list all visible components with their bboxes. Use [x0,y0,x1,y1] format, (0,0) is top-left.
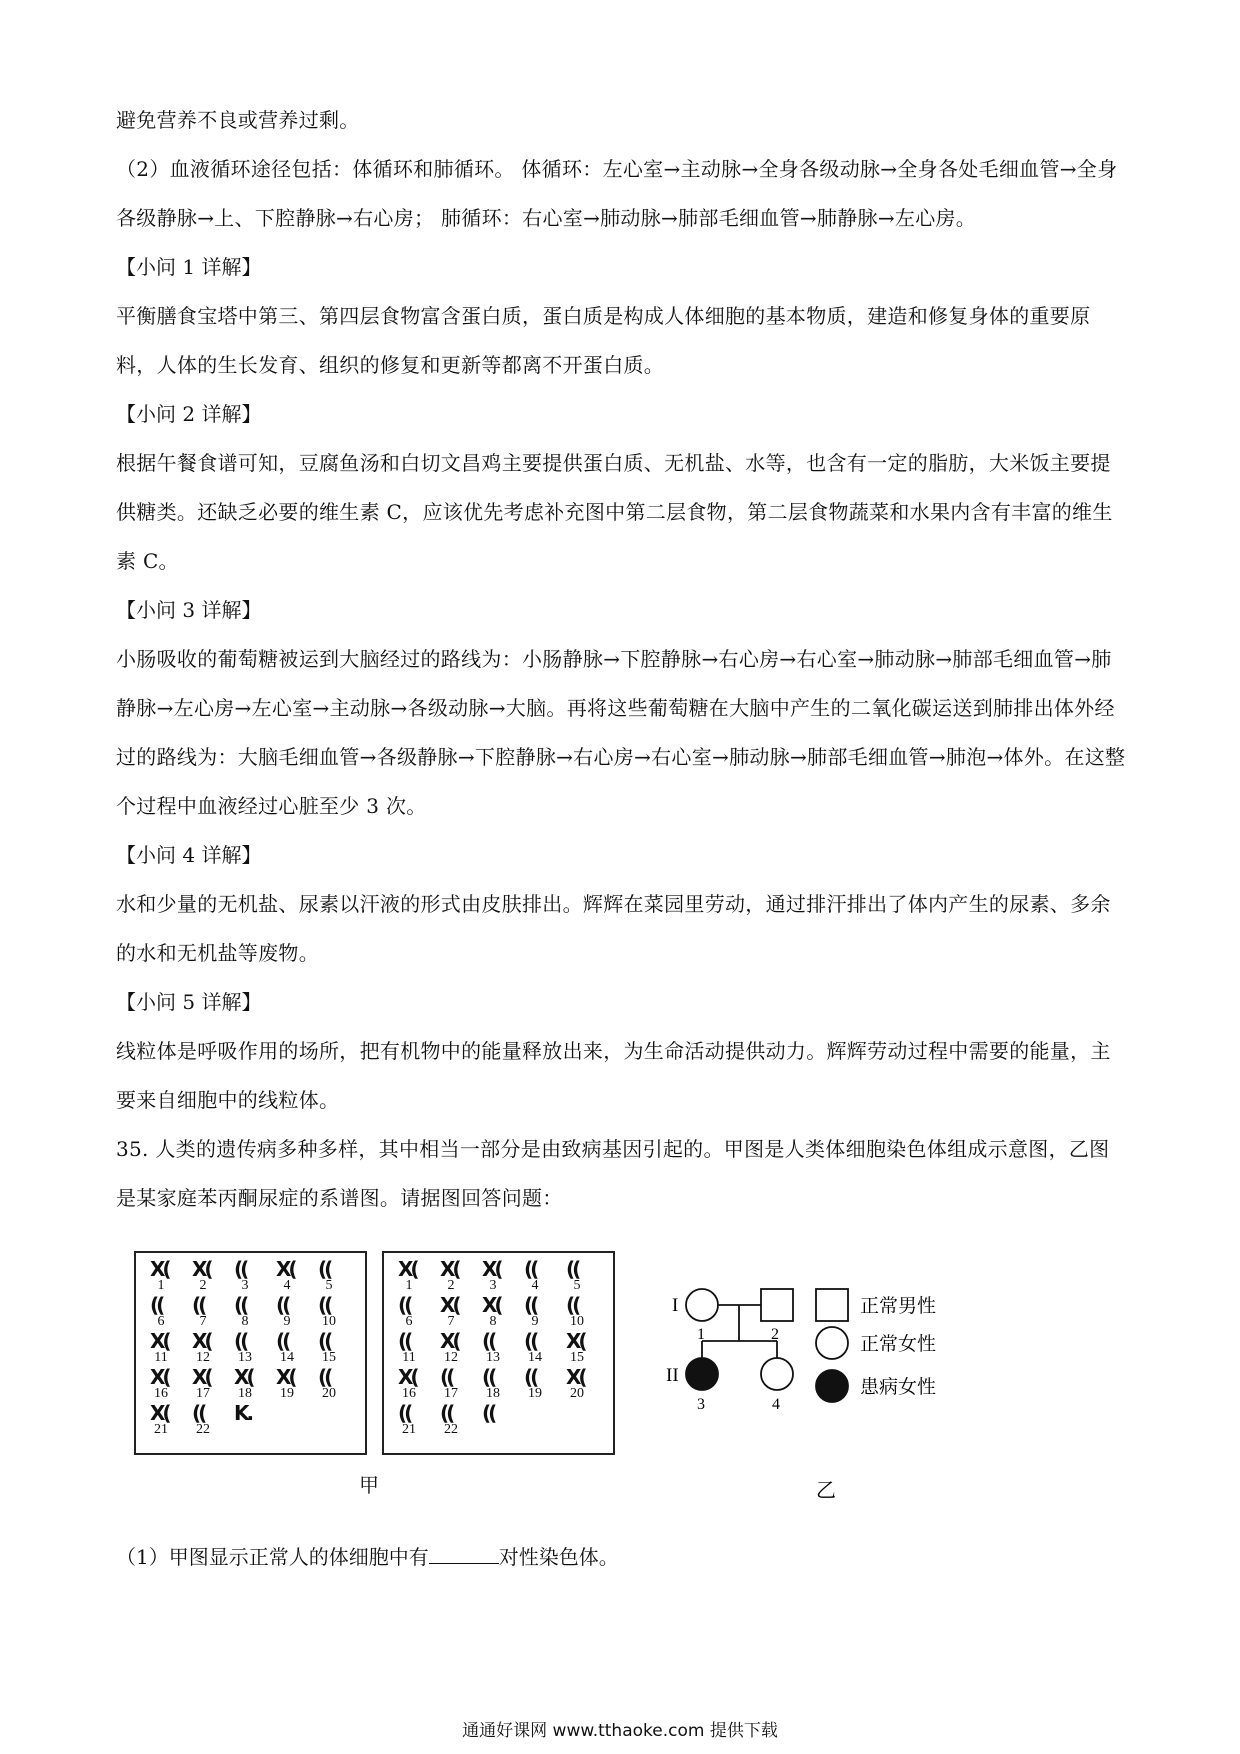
chromosome-pair [432,1367,470,1403]
section-header: 【小问 1 详解】 [116,255,262,279]
chromosome-pair [558,1295,596,1331]
chromosome-number: 1 [405,1278,413,1293]
chromosome-number: 9 [283,1314,291,1329]
chromosome-glyph: X( [192,1257,211,1281]
question-intro: 35. 人类的遗传病多种多样，其中相当一部分是由致病基因引起的。甲图是人类体细胞染色体组成示意图，乙图是某家庭苯丙酮尿症的系谱图。请据图回答问题： [116,1137,1110,1210]
individual-number-3: 3 [697,1396,705,1413]
section-text: 水和少量的无机盐、尿素以汗液的形式由皮肤排出。辉辉在菜园里劳动，通过排汗排出了体内产生的尿素、多余的水和无机盐等废物。 [116,892,1111,965]
chromosome-pair [474,1259,512,1295]
legend-normal-male: 正常男性 [860,1295,937,1317]
chromosome-number: 3 [489,1278,497,1293]
section-header: 【小问 5 详解】 [116,990,262,1014]
chromosome-pair [184,1403,222,1439]
chromosome-pair [432,1331,470,1367]
chromosome-number: 10 [570,1314,584,1329]
chromosome-glyph: X( [482,1257,501,1281]
chromosome-glyph: X( [150,1365,169,1389]
chromosome-glyph: X( [150,1329,169,1353]
chromosome-pair [558,1331,596,1367]
chromosome-glyph: X( [440,1293,459,1317]
chromosome-glyph: (( [398,1293,411,1317]
karyotype-panel-1 [134,1251,367,1455]
answer-blank[interactable] [429,1543,499,1564]
paragraph: （2）血液循环途径包括：体循环和肺循环。 体循环：左心室→主动脉→全身各级动脉→全身各处毛细血管→全身各级静脉→上、下腔静脉→右心房； 肺循环：右心室→肺动脉→肺部毛细血管→肺静脉→左心房。 [116,157,1118,230]
chromosome-glyph: (( [524,1329,537,1353]
female-normal-4 [761,1358,793,1390]
chromosome-number: 13 [238,1350,252,1365]
chromosome-glyph: (( [482,1329,495,1353]
chromosome-glyph: X( [276,1257,295,1281]
chromosome-number: 1 [157,1278,165,1293]
chromosome-number: 10 [322,1314,336,1329]
sex-chromosome-pair [474,1403,512,1439]
chromosome-glyph: (( [482,1365,495,1389]
sex-chromosome-pair [226,1403,264,1439]
chromosome-pair [516,1259,554,1295]
chromosome-number: 6 [405,1314,413,1329]
chromosome-number: 3 [241,1278,249,1293]
section-text: 平衡膳食宝塔中第三、第四层食物富含蛋白质，蛋白质是构成人体细胞的基本物质，建造和修复身体的重要原料，人体的生长发育、组织的修复和更新等都离不开蛋白质。 [116,304,1091,377]
paragraph: 避免营养不良或营养过剩。 [116,108,360,132]
chromosome-number: 14 [528,1350,542,1365]
figure [116,1251,1128,1523]
sub-question-text-before: （1）甲图显示正常人的体细胞中有 [116,1545,429,1569]
chromosome-glyph: (( [318,1293,331,1317]
chromosome-glyph: (( [192,1401,205,1425]
chromosome-number: 11 [402,1350,416,1365]
chromosome-glyph: (( [276,1329,289,1353]
chromosome-pair [142,1367,180,1403]
chromosome-glyph: X( [398,1365,417,1389]
chromosome-glyph: (( [192,1293,205,1317]
chromosome-glyph: X( [192,1329,211,1353]
chromosome-pair [310,1295,348,1331]
chromosome-number: 20 [570,1386,584,1401]
chromosome-glyph: (( [566,1293,579,1317]
chromosome-glyph: (( [318,1257,331,1281]
section-header: 【小问 2 详解】 [116,402,262,426]
chromosome-glyph: (( [150,1293,163,1317]
chromosome-pair [268,1295,306,1331]
chromosome-number: 21 [154,1422,168,1437]
chromosome-glyph: (( [524,1365,537,1389]
chromosome-pair [268,1259,306,1295]
chromosome-glyph: X( [566,1329,585,1353]
chromosome-pair [184,1295,222,1331]
legend-normal-female: 正常女性 [860,1333,937,1355]
chromosome-glyph: (( [440,1365,453,1389]
figure-label-jia: 甲 [359,1473,379,1497]
chromosome-number: 12 [196,1350,210,1365]
chromosome-number: 22 [444,1422,458,1437]
chromosome-glyph: X( [192,1365,211,1389]
chromosome-glyph: (( [524,1293,537,1317]
chromosome-glyph: X( [440,1329,459,1353]
chromosome-number: 21 [402,1422,416,1437]
karyotype-panel-2 [382,1251,615,1455]
chromosome-number: 17 [196,1386,210,1401]
generation-I-label: I [672,1295,679,1316]
chromosome-glyph: (( [318,1365,331,1389]
chromosome-pair [142,1295,180,1331]
chromosome-pair [226,1367,264,1403]
section-text: 小肠吸收的葡萄糖被运到大脑经过的路线为：小肠静脉→下腔静脉→右心房→右心室→肺动脉→肺部毛细血管→肺静脉→左心房→左心室→主动脉→各级动脉→大脑。再将这些葡萄糖在大脑中产生的二氧化碳运送到肺排出体外经过的路线为：大脑毛细血管→各级静脉→下腔静脉→右心房→右心室→肺动脉→肺部毛细血管→肺泡→体外。在这整个过程中血液经过心脏至少 3 次。 [116,647,1126,818]
chromosome-glyph: X( [398,1257,417,1281]
footer-watermark: 通通好课网 www.tthaoke.com 提供下载 [462,1721,778,1741]
section-text: 线粒体是呼吸作用的场所，把有机物中的能量释放出来，为生命活动提供动力。辉辉劳动过程中需要的能量，主要来自细胞中的线粒体。 [116,1039,1111,1112]
section-text: 根据午餐食谱可知，豆腐鱼汤和白切文昌鸡主要提供蛋白质、无机盐、水等，也含有一定的脂肪，大米饭主要提供糖类。还缺乏必要的维生素 C，应该优先考虑补充图中第二层食物，第二层食物蔬菜和水果内含有丰富的维生素 C。 [116,451,1113,573]
chromosome-glyph: (( [440,1401,453,1425]
chromosome-glyph: X( [276,1365,295,1389]
chromosome-pair [474,1295,512,1331]
chromosome-pair [184,1331,222,1367]
chromosome-number: 5 [573,1278,581,1293]
chromosome-glyph: (( [234,1293,247,1317]
section-header: 【小问 3 详解】 [116,598,262,622]
chromosome-number: 20 [322,1386,336,1401]
chromosome-number: 8 [489,1314,497,1329]
chromosome-pair [310,1367,348,1403]
chromosome-glyph: (( [398,1329,411,1353]
chromosome-pair [184,1367,222,1403]
chromosome-number: 12 [444,1350,458,1365]
chromosome-glyph: K. [234,1401,252,1425]
chromosome-number: 14 [280,1350,294,1365]
chromosome-pair [516,1367,554,1403]
chromosome-pair [390,1295,428,1331]
chromosome-number: 16 [154,1386,168,1401]
individual-number-4: 4 [772,1396,780,1413]
chromosome-glyph: X( [566,1365,585,1389]
chromosome-glyph: (( [566,1257,579,1281]
chromosome-pair [390,1367,428,1403]
chromosome-pair [310,1331,348,1367]
individual-number-2: 2 [771,1326,779,1343]
chromosome-number: 9 [531,1314,539,1329]
chromosome-number: 4 [283,1278,291,1293]
chromosome-pair [390,1403,428,1439]
chromosome-glyph: (( [276,1293,289,1317]
chromosome-pair [226,1259,264,1295]
chromosome-number: 15 [570,1350,584,1365]
sub-question-1 [116,1533,1128,1582]
chromosome-glyph: (( [482,1401,495,1425]
chromosome-glyph: X( [482,1293,501,1317]
figure-label-yi: 乙 [816,1478,836,1502]
chromosome-number: 8 [241,1314,249,1329]
chromosome-pair [184,1259,222,1295]
female-affected-3 [686,1358,718,1390]
chromosome-pair [474,1331,512,1367]
chromosome-number: 18 [486,1386,500,1401]
chromosome-number: 11 [154,1350,168,1365]
chromosome-number: 6 [157,1314,165,1329]
chromosome-glyph: (( [234,1257,247,1281]
chromosome-number: 7 [199,1314,207,1329]
chromosome-number: 2 [447,1278,455,1293]
female-normal-1 [686,1289,718,1321]
chromosome-glyph: (( [398,1401,411,1425]
chromosome-pair [390,1331,428,1367]
chromosome-number: 18 [238,1386,252,1401]
chromosome-pair [432,1403,470,1439]
generation-II-label: II [666,1365,679,1386]
chromosome-pair [432,1259,470,1295]
chromosome-number: 2 [199,1278,207,1293]
male-normal-2 [761,1289,793,1321]
chromosome-glyph: (( [234,1329,247,1353]
chromosome-glyph: X( [150,1401,169,1425]
chromosome-pair [558,1259,596,1295]
document-body [116,96,1128,1602]
chromosome-pair [268,1367,306,1403]
chromosome-glyph: (( [318,1329,331,1353]
legend-affected-female: 患病女性 [860,1376,937,1398]
chromosome-number: 22 [196,1422,210,1437]
sub-question-text-after: 对性染色体。 [498,1545,619,1569]
chromosome-pair [268,1331,306,1367]
chromosome-pair [516,1295,554,1331]
pedigree-chart [664,1251,1064,1521]
chromosome-pair [558,1367,596,1403]
chromosome-pair [226,1331,264,1367]
chromosome-pair [516,1331,554,1367]
chromosome-pair [142,1259,180,1295]
chromosome-number: 19 [528,1386,542,1401]
legend-normal-male-symbol [816,1289,848,1321]
chromosome-glyph: X( [150,1257,169,1281]
chromosome-glyph: X( [234,1365,253,1389]
chromosome-pair [432,1295,470,1331]
chromosome-number: 16 [402,1386,416,1401]
chromosome-number: 17 [444,1386,458,1401]
chromosome-number: 19 [280,1386,294,1401]
chromosome-number: 5 [325,1278,333,1293]
legend-normal-female-symbol [816,1327,848,1359]
chromosome-number: 13 [486,1350,500,1365]
chromosome-pair [310,1259,348,1295]
chromosome-pair [226,1295,264,1331]
individual-number-1: 1 [697,1326,705,1343]
chromosome-number: 7 [447,1314,455,1329]
chromosome-glyph: (( [524,1257,537,1281]
section-header: 【小问 4 详解】 [116,843,262,867]
chromosome-pair [142,1331,180,1367]
chromosome-glyph: X( [440,1257,459,1281]
chromosome-pair [142,1403,180,1439]
legend-affected-female-symbol [816,1370,848,1402]
chromosome-pair [474,1367,512,1403]
chromosome-number: 4 [531,1278,539,1293]
chromosome-number: 15 [322,1350,336,1365]
chromosome-pair [390,1259,428,1295]
